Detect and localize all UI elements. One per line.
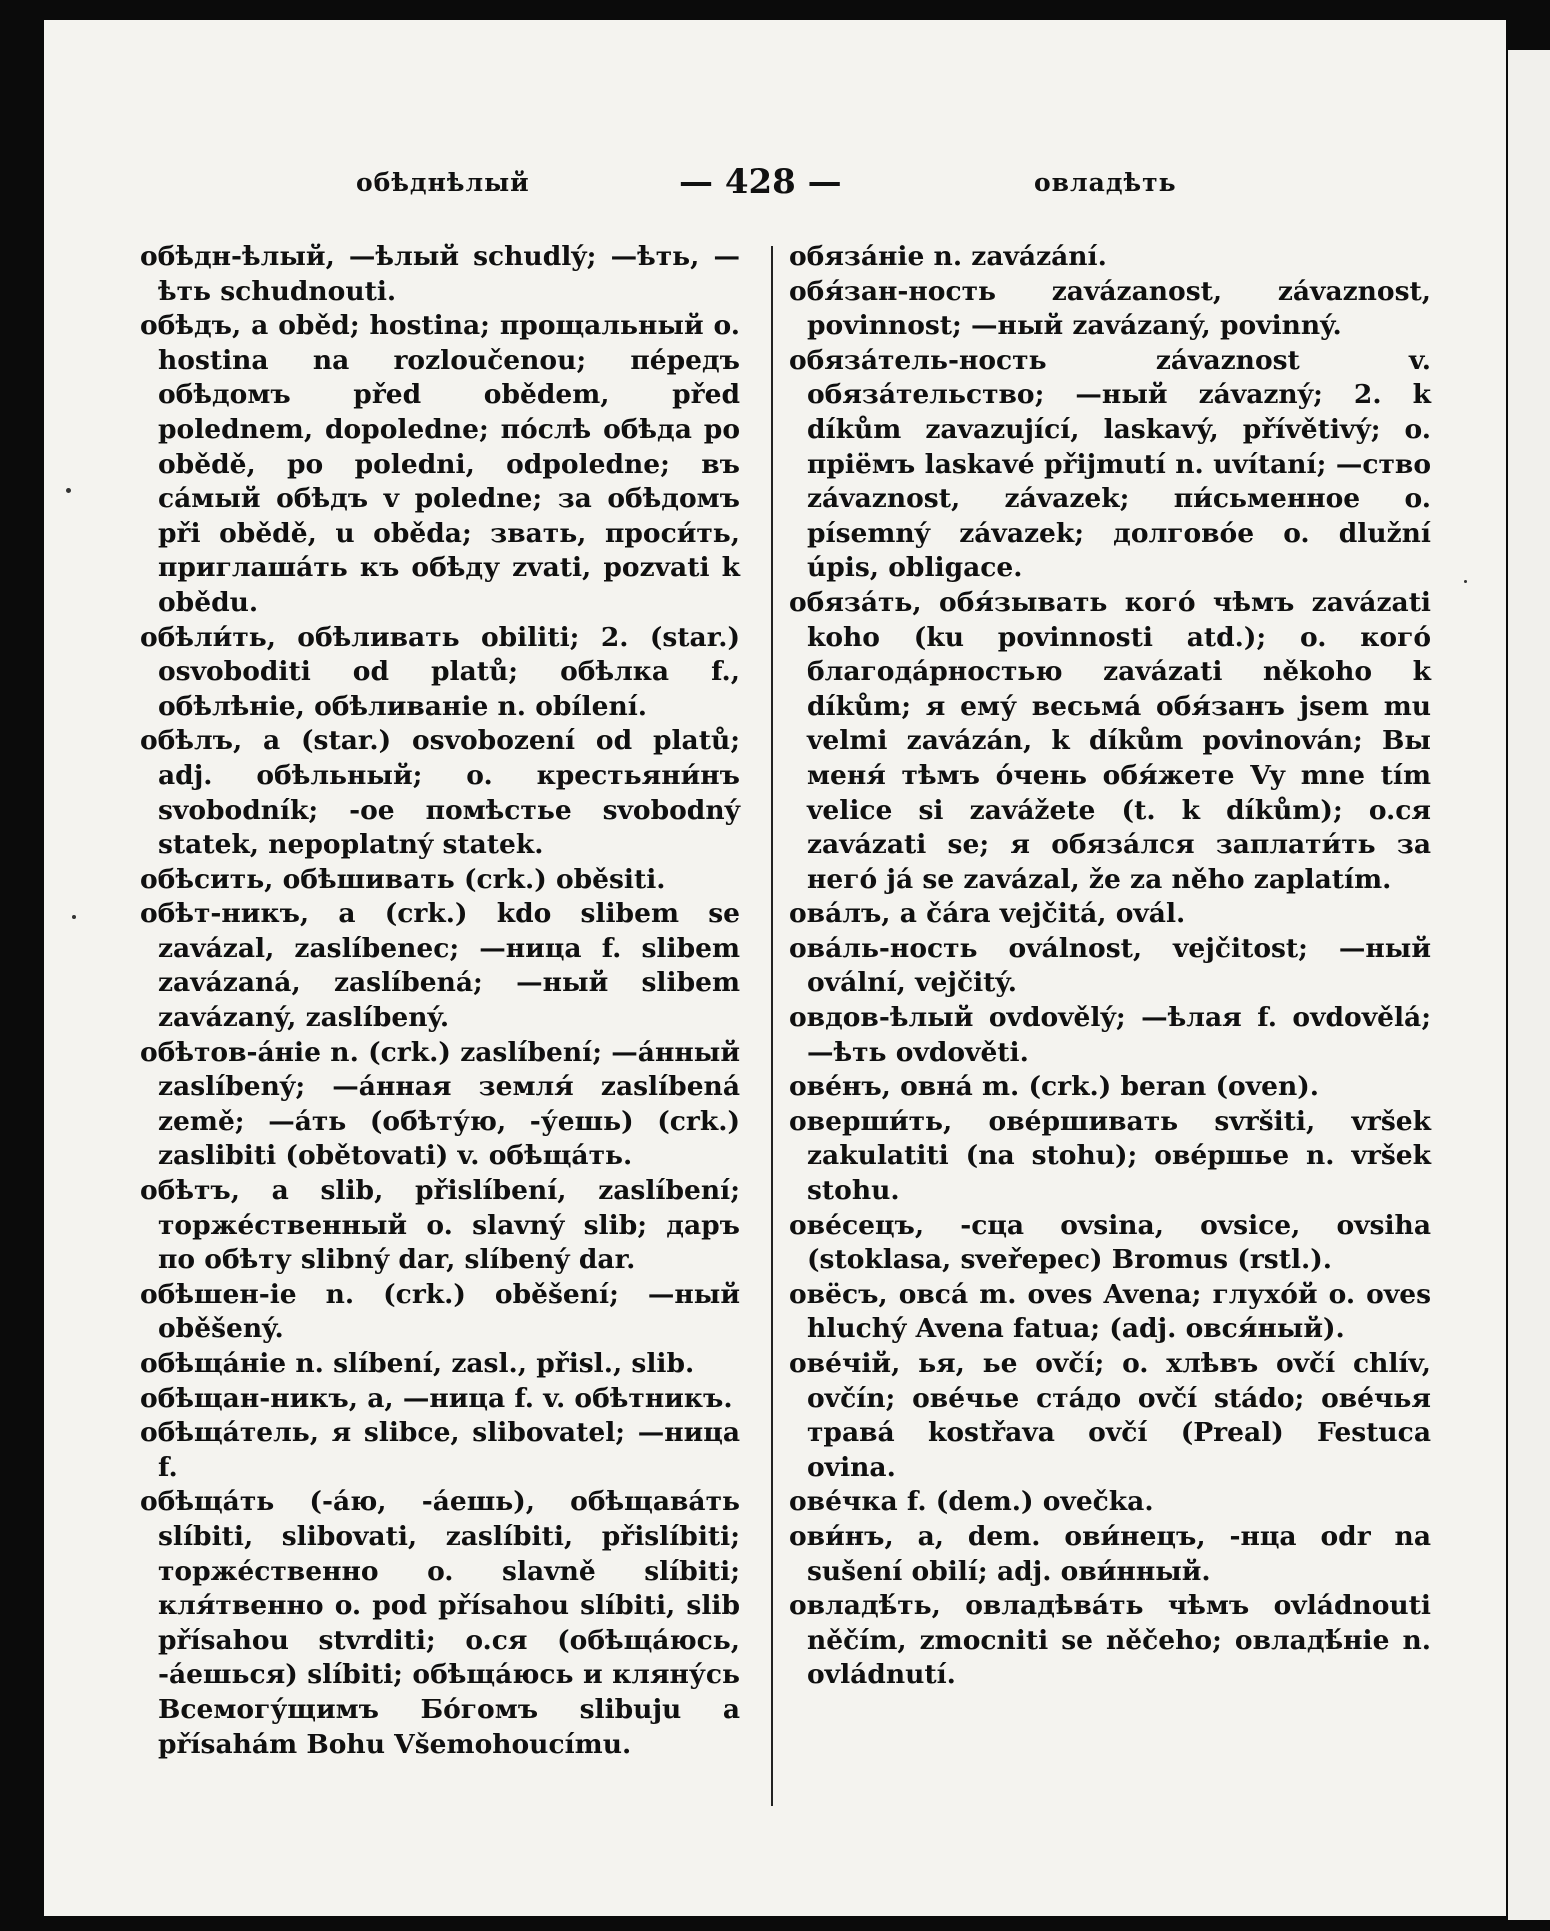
dictionary-entry: обяза́ть, обя́зывать кого́ чѣмъ zavázati koho (ku povinnosti atd.); o. кого́ благода́рностью zavázati někoho k díkům; я ему́ весьма́ обя́занъ jsem mu velmi zavázán, k díkům povinován; Вы меня́ тѣмъ о́чень обя́жете Vy mne tím velice si zavážete (t. k díkům); o.ся zavázati se; я обяза́лся заплати́ть за него́ já se zavázal, že za něho zaplatím. <box>789 586 1431 895</box>
dictionary-entry: ови́нъ, a, dem. ови́нецъ, -нца odr na sušení obilí; adj. ови́нный. <box>789 1520 1431 1587</box>
page-number: — 428 — <box>679 162 842 202</box>
dictionary-entry: ове́чій, ья, ье ovčí; o. хлѣвъ ovčí chlív, ovčín; ове́чье ста́до ovčí stádo; ове́чья трава́ kostřava ovčí (Preal) Festuca ovina. <box>789 1348 1431 1483</box>
dictionary-entry: обѣсить, обѣшивать (crk.) oběsiti. <box>140 863 666 895</box>
dictionary-entry: обѣтъ, a slib, přislíbení, zaslíbení; торже́ственный o. slavný slib; даръ по обѣту slibný dar, slíbený dar. <box>140 1175 740 1276</box>
right-column <box>789 240 1431 1693</box>
header-first-word: обѣднѣлый <box>356 168 530 197</box>
dictionary-entry: обѣща́ніе n. slíbení, zasl., přisl., slib. <box>140 1348 695 1379</box>
dictionary-entry: обѣдъ, a oběd; hostina; прощальный o. hostina na rozloučenou; пе́редъ обѣдомъ před obědem, před polednem, dopoledne; по́слѣ обѣда po obědě, po poledni, odpoledne; въ са́мый обѣдъ v poledne; за обѣдомъ při obědě, u oběda; звать, проси́ть, приглаша́ть къ обѣду zvati, pozvati k obědu. <box>140 310 740 618</box>
dictionary-entry: обѣща́ть (-а́ю, -а́ешь), обѣщава́ть slíbiti, slibovati, zaslíbiti, přislíbiti; торже́ственно o. slavně slíbiti; кля́твенно o. pod přísahou slíbiti, slib přísahou stvrditi; o.ся (обѣща́юсь, -а́ешься) slíbiti; обѣща́юсь и кляну́сь Всемогу́щимъ Бо́гомъ slibuju a přísahám Bohu Všemohoucímu. <box>140 1486 740 1760</box>
column-divider <box>771 246 773 1806</box>
dictionary-entry: ова́ль-ность oválnost, vejčitost; —ный ovální, vejčitý. <box>789 932 1431 999</box>
dictionary-entry: обѣща́тель, я slibce, slibovatel; —ница f. <box>140 1417 740 1483</box>
dictionary-entry: ове́сецъ, -сца ovsina, ovsice, ovsiha (stoklasa, sveřepec) Bromus (rstl.). <box>789 1209 1431 1276</box>
dictionary-entry: обѣлъ, a (star.) osvobození od platů; adj. обѣльный; o. крестьяни́нъ svobodník; -ое помѣстье svobodný statek, nepoplatný statek. <box>140 725 740 861</box>
dictionary-entry: обяза́ніе n. zavázání. <box>789 241 1107 272</box>
print-speck <box>66 488 71 493</box>
dictionary-entry: ове́нъ, овна́ m. (crk.) beran (oven). <box>789 1071 1319 1103</box>
dictionary-entry: оверши́ть, ове́ршивать svršiti, vršek zakulatiti (na stohu); ове́ршье n. vršek stohu. <box>789 1105 1431 1207</box>
dictionary-entry: обѣдн-ѣлый, —ѣлый schudlý; —ѣть, —ѣть schudnouti. <box>140 241 740 307</box>
dictionary-entry: овладѣ́ть, овладѣва́ть чѣмъ ovládnouti něčím, zmocniti se něčeho; овладѣ́ніе n. ovládnutí. <box>789 1590 1431 1691</box>
adjacent-page-edge <box>1508 50 1550 1920</box>
dictionary-entry: обя́зан-ность zavázanost, závaznost, povinnost; —ный zavázaný, povinný. <box>789 275 1431 342</box>
dictionary-page <box>44 20 1506 1916</box>
dictionary-entry: овёсъ, овса́ m. oves Avena; глухо́й o. oves hluchý Avena fatua; (adj. овся́ный). <box>789 1278 1431 1345</box>
dictionary-entry: обѣщан-никъ, a, —ница f. v. обѣтникъ. <box>140 1382 733 1414</box>
dictionary-entry: обѣтов-а́ніе n. (crk.) zaslíbení; —а́нный zaslíbený; —а́нная земля́ zaslíbená země; —а́ть (обѣту́ю, -у́ешь) (crk.) zaslibiti (obětovati) v. обѣща́ть. <box>140 1036 740 1172</box>
print-speck <box>72 915 76 919</box>
print-speck <box>1464 580 1467 583</box>
dictionary-entry: обѣт-никъ, a (crk.) kdo slibem se zavázal, zaslíbenec; —ница f. slibem zavázaná, zaslíbená; —ный slibem zavázaný, zaslíbený. <box>140 898 740 1034</box>
left-column <box>140 240 740 1762</box>
dictionary-entry: ове́чка f. (dem.) ovečka. <box>789 1486 1154 1518</box>
dictionary-entry: обѣли́ть, обѣливать obiliti; 2. (star.) osvoboditi od platů; обѣлка f., обѣлѣніе, обѣливаніе n. obílení. <box>140 621 740 722</box>
dictionary-entry: обѣшен-іе n. (crk.) oběšení; —ный oběšený. <box>140 1278 740 1345</box>
dictionary-entry: обяза́тель-ность závaznost v. обяза́тельство; —ный závazný; 2. k díkům zavazující, laskavý, přívětivý; o. пріёмъ laskavé přijmutí n. uvítaní; —ство závaznost, závazek; пи́сьменное o. písemný závazek; долгово́е o. dlužní úpis, obligace. <box>789 344 1431 584</box>
header-last-word: овладѣть <box>1034 168 1177 197</box>
dictionary-entry: овдов-ѣлый ovdovělý; —ѣлая f. ovdovělá; —ѣть ovdověti. <box>789 1002 1431 1068</box>
running-header <box>44 162 1506 202</box>
dictionary-entry: ова́лъ, a čára vejčitá, ovál. <box>789 898 1186 930</box>
